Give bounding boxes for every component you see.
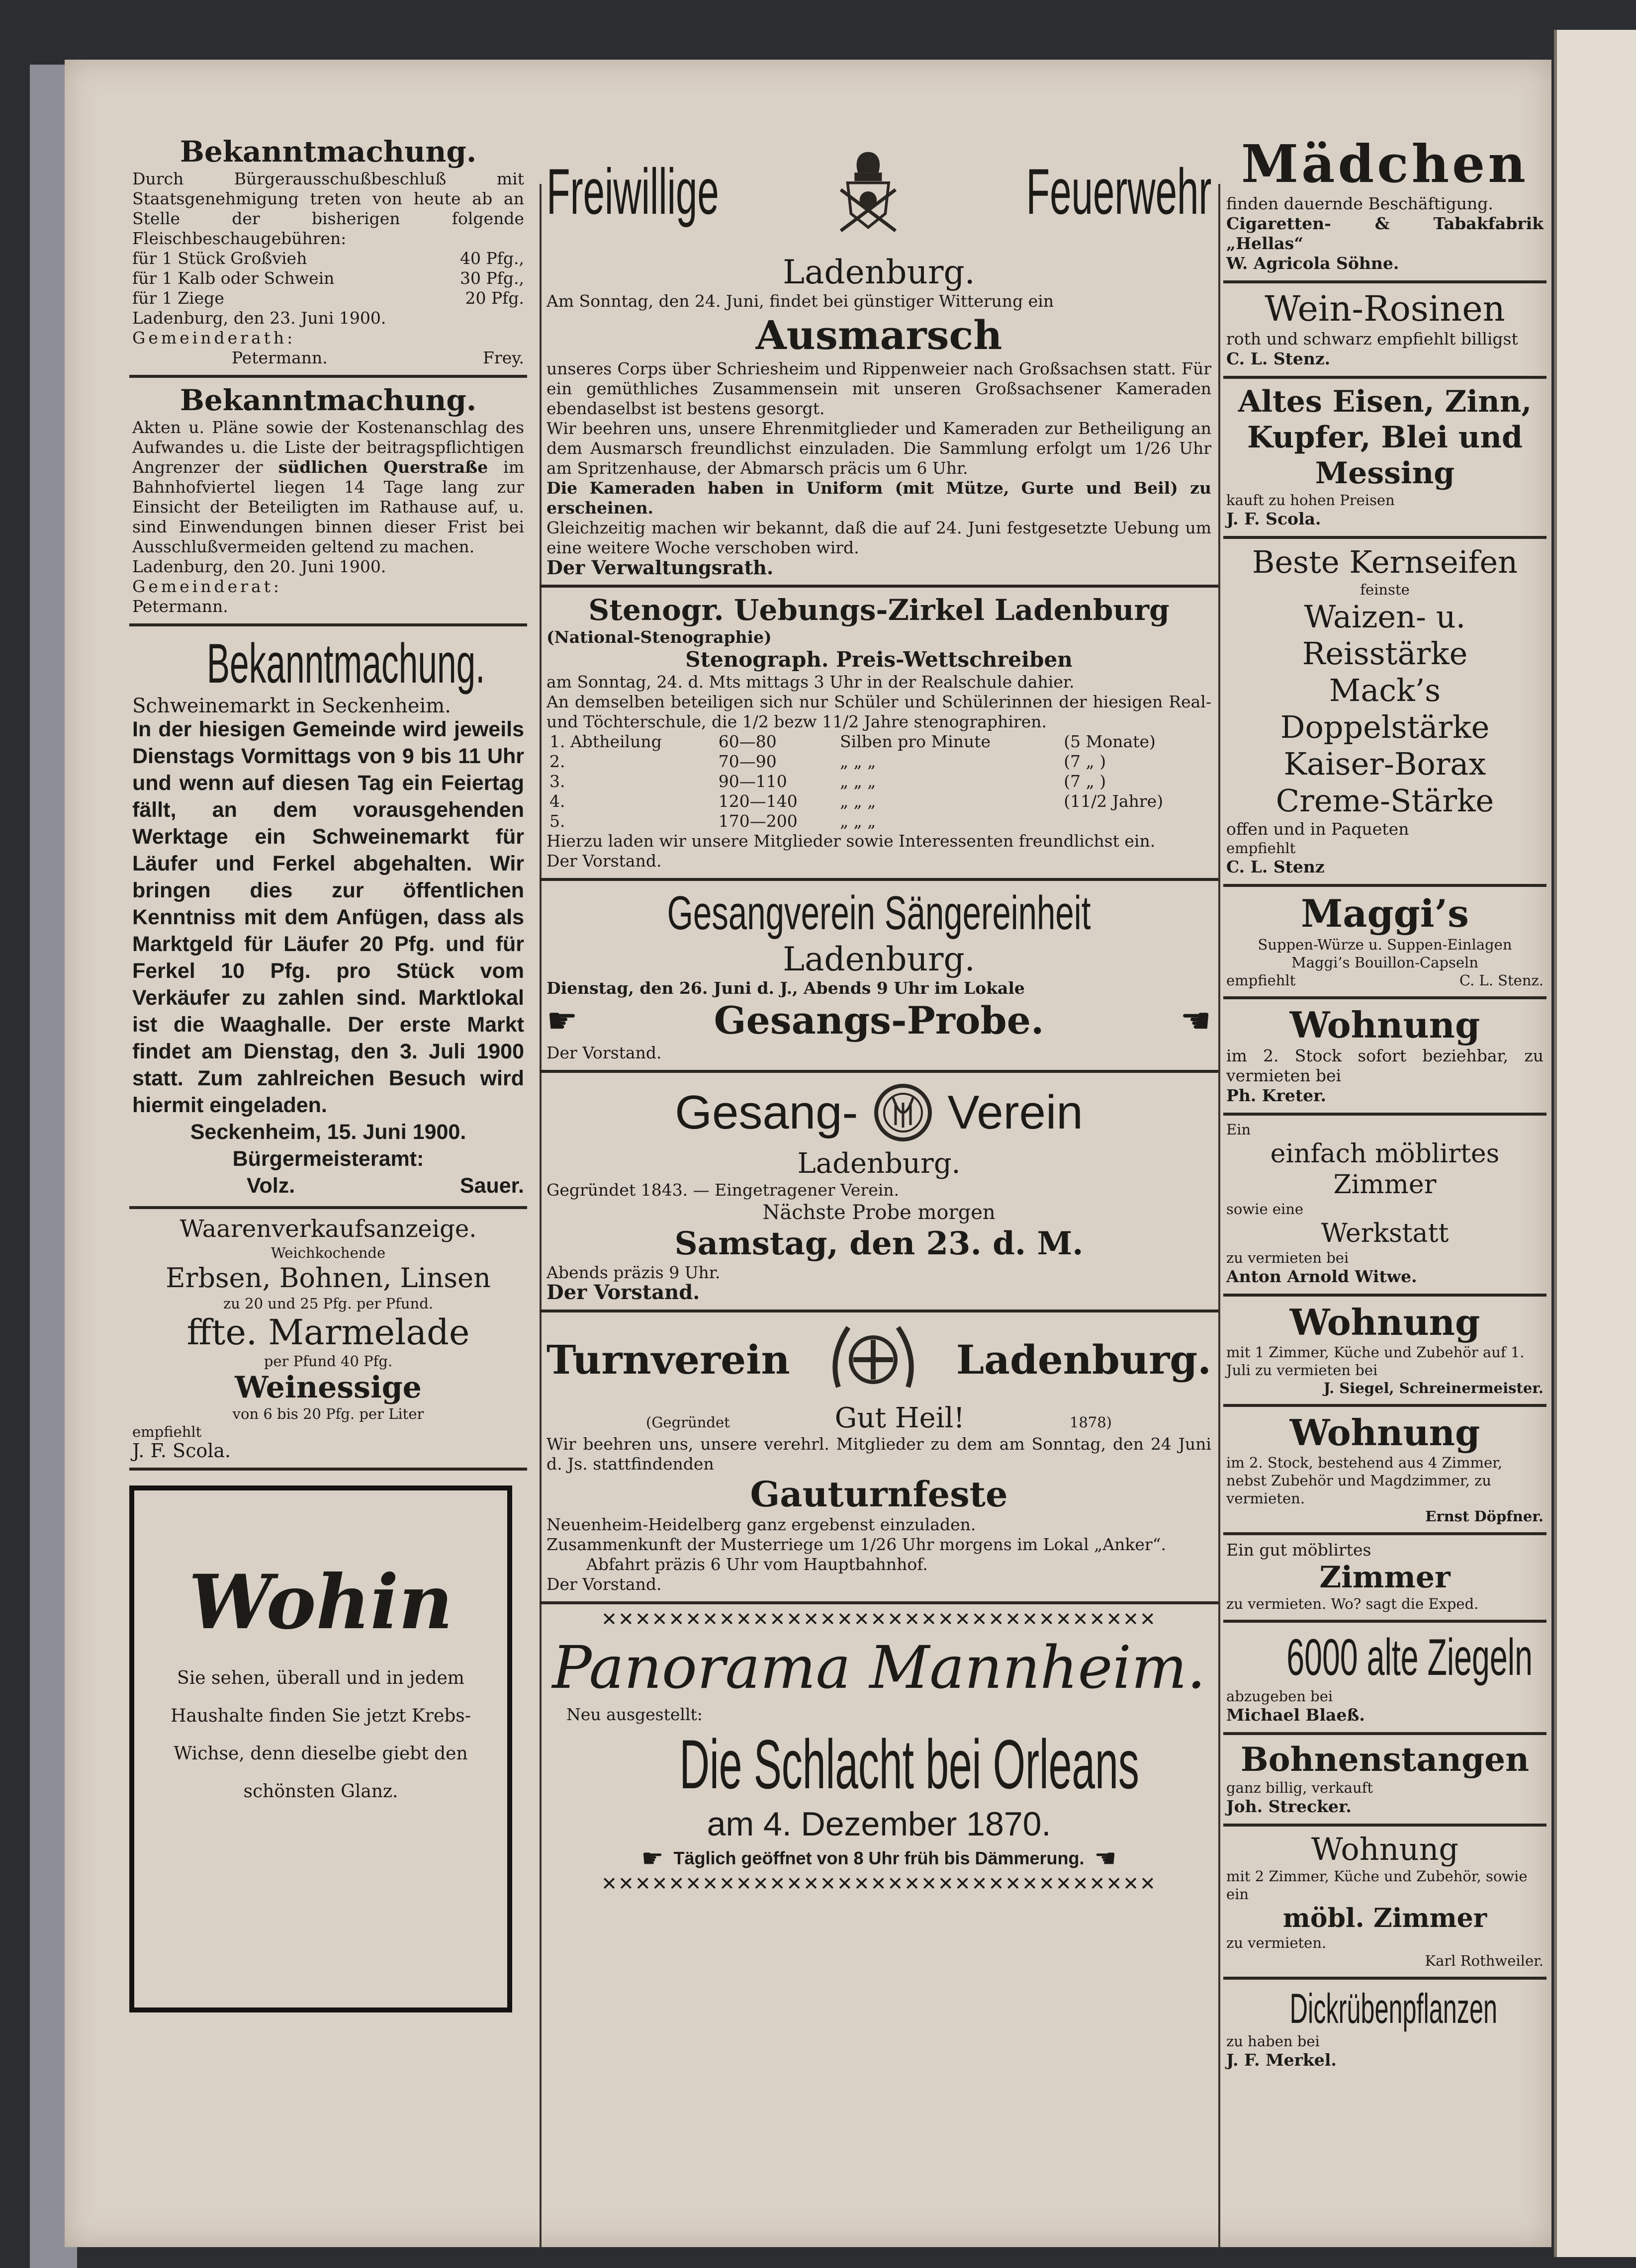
cell: (7 „ ) xyxy=(1064,772,1106,791)
ad-place: Ladenburg. xyxy=(783,253,975,291)
column-left xyxy=(129,129,527,2012)
ad-bean-poles xyxy=(1223,1735,1546,1827)
ornament-border: ✕✕✕✕✕✕✕✕✕✕✕✕✕✕✕✕✕✕✕✕✕✕✕✕✕✕✕✕✕✕✕✕✕ xyxy=(601,1873,1157,1895)
product-line: Kaiser-Borax xyxy=(1283,746,1486,782)
ad-apartment-2 xyxy=(1223,1297,1546,1407)
ad-title: Dickrübenpflanzen xyxy=(1289,1985,1498,2032)
cell: „ „ „ xyxy=(840,752,876,771)
ad-founded: Gegründet 1843. — Eingetragener Verein. xyxy=(546,1180,900,1200)
next-page-edge xyxy=(1554,30,1636,2257)
signature: Karl Rothweiler. xyxy=(1425,1952,1544,1969)
ad-roof-tiles xyxy=(1223,1623,1546,1735)
ad-when: Dienstag, den 26. Juni d. J., Abends 9 Uhr im Lokale xyxy=(546,978,1025,998)
ad-text: offen und in Paqueten xyxy=(1226,819,1409,839)
ad-raisins xyxy=(1223,283,1546,379)
ad-marmalade: ffte. Marmelade xyxy=(186,1312,470,1353)
ad-title: Mädchen xyxy=(1241,133,1529,194)
notice-authority: Bürgermeisteramt: xyxy=(232,1147,424,1171)
ad-neu: Neu ausgestellt: xyxy=(566,1705,703,1724)
fee-item: für 1 Stück Großvieh xyxy=(132,249,307,268)
fee-row xyxy=(132,288,524,308)
ad-date: am 4. Dezember 1870. xyxy=(707,1805,1051,1843)
ad-line: sowie eine xyxy=(1226,1201,1304,1218)
cell: 4. xyxy=(549,791,565,811)
notice-text: Durch Bürgerausschußbeschluß mit Staatsgenehmigung treten von heute ab an Stelle der bisherigen folgende Fleischbeschaugebühren: xyxy=(132,169,524,248)
product-line: Waizen- u. Reisstärke xyxy=(1302,599,1468,672)
signature: Der Vorstand. xyxy=(546,851,662,871)
ad-line: Ein xyxy=(1226,1121,1251,1138)
ad-place: Ladenburg. xyxy=(797,1147,961,1180)
signature: Der Verwaltungsrath. xyxy=(546,556,774,579)
ad-text: mit 2 Zimmer, Küche und Zubehör, sowie ein xyxy=(1226,1868,1528,1903)
ad-footer xyxy=(1226,971,1544,989)
ad-apartment-4 xyxy=(1223,1827,1546,1980)
ad-intro: Am Sonntag, den 24. Juni, findet bei günstiger Witterung ein xyxy=(546,291,1054,311)
signature: J. F. Scola. xyxy=(1226,509,1321,528)
ad-title-right: Verein xyxy=(947,1086,1083,1139)
column-right xyxy=(1223,129,1546,2077)
ad-wohin-box xyxy=(129,1485,512,2012)
cell: 5. xyxy=(549,811,565,831)
ad-title: einfach möblirtes Zimmer xyxy=(1270,1139,1500,1200)
ad-title: Wohnung xyxy=(1289,1004,1480,1046)
cell: 70—90 xyxy=(718,752,777,771)
ad-gesangverein xyxy=(540,1073,1218,1312)
signature: Frey. xyxy=(483,348,524,367)
table-row xyxy=(546,772,1211,791)
notice-date: Seckenheim, 15. Juni 1900. xyxy=(190,1120,466,1144)
ad-title-left: Gesang- xyxy=(675,1086,858,1139)
ad-title: Wohin xyxy=(188,1559,453,1646)
signature: Michael Blaeß. xyxy=(1226,1705,1365,1725)
ad-header xyxy=(546,1317,1211,1402)
ad-text: im 2. Stock sofort beziehbar, zu vermieten bei xyxy=(1226,1046,1544,1085)
signature: C. L. Stenz. xyxy=(1226,349,1331,368)
ad-title: Wohnung xyxy=(1289,1411,1480,1454)
signature: Der Vorstand. xyxy=(546,1574,662,1594)
gymnastics-emblem-icon xyxy=(828,1317,918,1402)
ad-price: von 6 bis 20 Pfg. per Liter xyxy=(232,1405,424,1422)
ad-turnverein xyxy=(540,1312,1218,1604)
fee-price: 20 Pfg. xyxy=(465,288,524,308)
ad-text: zu vermieten bei xyxy=(1226,1249,1349,1266)
ad-panorama xyxy=(540,1604,1218,1899)
ad-title: Maggi’s xyxy=(1301,891,1469,936)
ad-text: im 2. Stock, bestehend aus 4 Zimmer, nebst Zubehör und Magdzimmer, zu vermieten. xyxy=(1226,1454,1503,1507)
ad-maggi xyxy=(1223,887,1546,999)
ad-meet: Zusammenkunft der Musterriege um 1/26 Uhr morgens im Lokal „Anker“. xyxy=(546,1535,1166,1554)
ad-title: Zimmer xyxy=(1319,1560,1451,1595)
text-part: Akten u. Pläne sowie der Kostenanschlag des Aufwandes u. die Liste der beitragspflichtigen Angrenzer der xyxy=(132,418,524,477)
fee-item: für 1 Ziege xyxy=(132,288,224,308)
ad-vinegar: Weinessige xyxy=(235,1370,422,1405)
notice-authority: Gemeinderath: xyxy=(132,328,296,348)
ad-line: Ein gut möblirtes xyxy=(1226,1540,1371,1560)
ad-subtitle: möbl. Zimmer xyxy=(1282,1903,1487,1933)
ad-title-left: Freiwillige xyxy=(546,155,719,228)
ad-firm: Cigaretten- & Tabakfabrik „Hellas“ xyxy=(1226,214,1544,253)
ad-title: Altes Eisen, Zinn, Kupfer, Blei und Messing xyxy=(1238,384,1532,491)
ad-title: Gesangverein Sängereinheit xyxy=(667,886,1091,940)
ad-title: 6000 alte Ziegeln xyxy=(1286,1629,1533,1686)
signature: Sauer. xyxy=(459,1174,524,1198)
signature: J. F. Scola. xyxy=(132,1440,231,1462)
ad-furnished-room xyxy=(1223,1535,1546,1623)
ad-title: Wein-Rosinen xyxy=(1265,288,1505,329)
ad-date: Samstag, den 23. d. M. xyxy=(674,1225,1084,1262)
signature: Der Vorstand. xyxy=(546,1043,662,1062)
table-row xyxy=(546,811,1211,831)
ad-place: Neuenheim-Heidelberg ganz ergebenst einzuladen. xyxy=(546,1515,976,1534)
ad-text: Maggi’s Bouillon-Capseln xyxy=(1291,954,1478,971)
ad-text: zu vermieten. xyxy=(1226,1934,1327,1951)
signature: Ernst Döpfner. xyxy=(1425,1508,1544,1525)
signature: Der Vorstand. xyxy=(546,1281,700,1304)
fee-price: 30 Pfg., xyxy=(459,268,524,288)
ad-stenography xyxy=(540,588,1218,881)
ad-price: per Pfund 40 Pfg. xyxy=(264,1353,393,1370)
notice-subtitle: Schweinemarkt in Seckenheim. xyxy=(132,695,451,717)
ad-place: Ladenburg. xyxy=(783,940,975,978)
ad-apartment-1 xyxy=(1223,999,1546,1116)
ad-text: ganz billig, verkauft xyxy=(1226,1779,1373,1796)
ad-text: Wir beehren uns, unsere Ehrenmitglieder und Kameraden zur Betheiligung an dem Ausmarsch freundlichst einzuladen. Die Sammlung erfolgt um 1/26 Uhr am Spritzenhause, der Abmarsch präcis um 6 Uhr. xyxy=(546,419,1211,478)
ad-goods-sale xyxy=(129,1209,527,1471)
ad-text: finden dauernde Beschäftigung. xyxy=(1226,194,1493,213)
ad-soaps xyxy=(1223,539,1546,887)
ad-event: Gauturnfeste xyxy=(750,1474,1008,1515)
ad-text: Gleichzeitig machen wir bekannt, daß die auf 24. Juni festgesetzte Uebung um eine weitere Woche verschoben wird. xyxy=(546,518,1211,557)
pointing-hand-left-icon: ☚ xyxy=(1094,1844,1117,1873)
notice-signatures xyxy=(132,1172,524,1199)
table-row xyxy=(546,732,1211,752)
fire-brigade-emblem-icon xyxy=(834,129,903,254)
founded-left: (Gegründet xyxy=(646,1414,730,1431)
cell xyxy=(1061,811,1211,831)
ornament-border: ✕✕✕✕✕✕✕✕✕✕✕✕✕✕✕✕✕✕✕✕✕✕✕✕✕✕✕✕✕✕✕✕✕ xyxy=(601,1608,1157,1630)
notice-title: Bekanntmachung. xyxy=(206,632,485,695)
ad-line: Weichkochende xyxy=(271,1244,386,1261)
ad-motto: Gut Heil! xyxy=(834,1402,965,1434)
notice-pig-market xyxy=(129,626,527,1209)
ad-fire-brigade xyxy=(540,129,1218,588)
cell: 3. xyxy=(549,772,565,791)
ad-time: Abends präzis 9 Uhr. xyxy=(546,1263,721,1282)
ad-event-row xyxy=(546,998,1211,1043)
ad-title: Wohnung xyxy=(1311,1831,1459,1867)
notice-south-street xyxy=(129,378,527,626)
cell: (7 „ ) xyxy=(1064,752,1106,771)
cell: (11/2 Jahre) xyxy=(1064,791,1164,811)
notice-date: Ladenburg, den 23. Juni 1900. xyxy=(132,308,386,328)
ad-text: An demselben beteiligen sich nur Schüler und Schülerinnen der hiesigen Real- und Töchterschule, die 1/2 bezw 11/2 Jahre stenographiren. xyxy=(546,692,1211,731)
pointing-hand-right-icon: ☛ xyxy=(641,1844,664,1873)
ad-text: mit 1 Zimmer, Küche und Zubehör auf 1. Juli zu vermieten bei xyxy=(1226,1344,1525,1379)
fee-row xyxy=(132,249,524,268)
ad-text: unseres Corps über Schriesheim und Rippenweier nach Großsachsen statt. Für ein gemüthliches Zusammensein mit unseren Großsachsener Kameraden ebendaselbst ist bestens gesorgt. xyxy=(546,359,1211,418)
cell: „ „ „ xyxy=(840,811,876,831)
column-middle xyxy=(540,129,1218,1899)
cell: 120—140 xyxy=(718,791,798,811)
ad-closing: Hierzu laden wir unsere Mitglieder sowie Interessenten freundlichst ein. xyxy=(546,831,1156,851)
ad-when: am Sonntag, 24. d. Mts mittags 3 Uhr in der Realschule dahier. xyxy=(546,672,1075,692)
newspaper-page xyxy=(65,60,1551,2247)
fee-row xyxy=(132,268,524,288)
ad-items: Erbsen, Bohnen, Linsen xyxy=(166,1262,491,1294)
ad-uniform-note: Die Kameraden haben in Uniform (mit Mütze, Gurte und Beil) zu erscheinen. xyxy=(546,478,1211,518)
signature: J. F. Merkel. xyxy=(1226,2050,1337,2070)
column-rule xyxy=(1218,184,1220,2247)
ad-owner: W. Agricola Söhne. xyxy=(1226,254,1399,273)
fee-price: 40 Pfg., xyxy=(459,249,524,268)
notice-text xyxy=(132,418,524,557)
cell: 1. Abtheilung xyxy=(549,732,662,751)
founded-right: 1878) xyxy=(1069,1414,1112,1431)
ad-text: roth und schwarz empfiehlt billigst xyxy=(1226,329,1518,349)
street-name: südlichen Querstraße xyxy=(278,457,488,477)
ad-hours: Täglich geöffnet von 8 Uhr früh bis Dämmerung. xyxy=(673,1848,1085,1868)
cell: 2. xyxy=(549,752,565,771)
ad-text: zu vermieten. Wo? sagt die Exped. xyxy=(1226,1595,1479,1612)
ad-title: Beste Kernseifen xyxy=(1252,544,1518,580)
signature: Anton Arnold Witwe. xyxy=(1226,1267,1417,1286)
cell: 170—200 xyxy=(718,811,798,831)
signature: Petermann. xyxy=(232,348,328,367)
fee-list xyxy=(132,249,524,308)
ad-event: Ausmarsch xyxy=(755,312,1002,358)
ad-title: Stenogr. Uebungs-Zirkel Ladenburg xyxy=(588,593,1170,627)
ad-title: Werkstatt xyxy=(1321,1219,1449,1248)
ad-header xyxy=(546,129,1211,254)
ad-show: Die Schlacht bei Orleans xyxy=(679,1725,1139,1803)
ad-saengereinheit xyxy=(540,881,1218,1073)
notice-title: Bekanntmachung. xyxy=(180,383,477,417)
ad-line: empfiehlt xyxy=(132,1423,202,1440)
ad-text: Suppen-Würze u. Suppen-Einlagen xyxy=(1258,936,1512,953)
table-row xyxy=(546,791,1211,811)
product-line: Creme-Stärke xyxy=(1275,783,1494,819)
ad-title: Wohnung xyxy=(1289,1301,1480,1343)
ad-price: zu 20 und 25 Pfg. per Pfund. xyxy=(223,1295,433,1312)
notice-date: Ladenburg, den 20. Juni 1900. xyxy=(132,557,386,576)
ad-turnip-plants xyxy=(1223,1980,1546,2077)
ad-room-workshop xyxy=(1223,1116,1546,1297)
text-part: im Bahnhofviertel liegen 14 Tage lang zur Einsicht der Beteiligten im Rathause auf, u. sind Einwendungen binnen dieser Frist bei Ausschlußvermeiden geltend zu machen. xyxy=(132,457,524,556)
cell: 90—110 xyxy=(718,772,787,791)
signature: Ph. Kreter. xyxy=(1226,1086,1326,1105)
ad-scrap-metal xyxy=(1223,379,1546,539)
ad-line: feinste xyxy=(1360,581,1410,598)
cell: 60—80 xyxy=(718,732,777,751)
product-line: Mack’s Doppelstärke xyxy=(1280,672,1490,745)
notice-text: In der hiesigen Gemeinde wird jeweils Dienstags Vormittags von 9 bis 11 Uhr und wenn auf diesen Tag ein Feiertag fällt, an dem vorausgehenden Werktage ein Schweinemarkt für Läufer und Ferkel abgehalten. Wir bringen dies zur öffentlichen Kenntniss mit dem Anfügen, dass als Marktgeld für Läufer 20 Pfg. und für Ferkel 10 Pfg. pro Stück vom Verkäufer zu zahlen sind. Marktlokal ist die Waaghalle. Der erste Markt findet am Dienstag, den 3. Juli 1900 statt. Zum zahlreichen Besuch wird hiermit eingeladen. xyxy=(132,717,524,1117)
lyre-emblem-icon xyxy=(873,1083,933,1142)
ad-text: Wir beehren uns, unsere verehrl. Mitglieder zu dem am Sonntag, den 24 Juni d. Js. stattfindenden xyxy=(546,1434,1211,1474)
ad-title: Waarenverkaufsanzeige. xyxy=(180,1215,477,1243)
cell: (5 Monate) xyxy=(1064,732,1156,751)
ad-title: Bohnenstangen xyxy=(1240,1740,1530,1779)
pointing-hand-right-icon: ☛ xyxy=(546,1000,578,1041)
ad-text: abzugeben bei xyxy=(1226,1688,1333,1705)
ad-next: Nächste Probe morgen xyxy=(762,1201,996,1224)
ad-event: Gesangs-Probe. xyxy=(714,998,1044,1043)
notice-authority: Gemeinderat: xyxy=(132,577,282,596)
ad-hours-row xyxy=(546,1844,1211,1873)
signature: C. L. Stenz. xyxy=(1459,972,1544,989)
signature: C. L. Stenz xyxy=(1226,857,1325,876)
table-row xyxy=(546,752,1211,772)
signature: J. Siegel, Schreinermeister. xyxy=(1323,1380,1544,1396)
cell: „ „ „ xyxy=(840,791,876,811)
ad-depart: Abfahrt präzis 6 Uhr vom Hauptbahnhof. xyxy=(586,1555,928,1574)
division-table xyxy=(546,732,1211,831)
ad-line: empfiehlt xyxy=(1226,972,1296,989)
notice-signatures xyxy=(132,348,524,368)
notice-title: Bekanntmachung. xyxy=(180,135,477,169)
ad-title-right: Feuerwehr xyxy=(1026,155,1211,228)
ad-title-right: Ladenburg. xyxy=(956,1336,1211,1383)
notice-meat-inspection xyxy=(129,129,527,378)
ad-title-left: Turnverein xyxy=(546,1336,790,1383)
ad-text: zu haben bei xyxy=(1226,2033,1320,2050)
cell: Silben pro Minute xyxy=(840,732,991,751)
ad-text: kauft zu hohen Preisen xyxy=(1226,492,1395,509)
ad-apartment-3 xyxy=(1223,1407,1546,1535)
ad-title: Panorama Mannheim. xyxy=(552,1633,1206,1702)
signature: Volz. xyxy=(247,1174,295,1198)
ad-girls-wanted xyxy=(1223,129,1546,283)
ad-motto-row xyxy=(546,1402,1211,1434)
ad-line: empfiehlt xyxy=(1226,840,1296,857)
ad-event: Stenograph. Preis-Wettschreiben xyxy=(685,647,1073,672)
ad-header xyxy=(546,1078,1211,1147)
signature: Petermann. xyxy=(132,597,228,616)
pointing-hand-left-icon: ☚ xyxy=(1180,1000,1211,1041)
ad-text: Sie sehen, überall und in jedem Haushalte finden Sie jetzt Krebs-Wichse, denn dieselbe giebt den schönsten Glanz. xyxy=(171,1668,471,1802)
cell: „ „ „ xyxy=(840,772,876,791)
fee-item: für 1 Kalb oder Schwein xyxy=(132,268,335,288)
signature: Joh. Strecker. xyxy=(1226,1797,1352,1816)
ad-subtitle: (National-Stenographie) xyxy=(546,627,772,647)
